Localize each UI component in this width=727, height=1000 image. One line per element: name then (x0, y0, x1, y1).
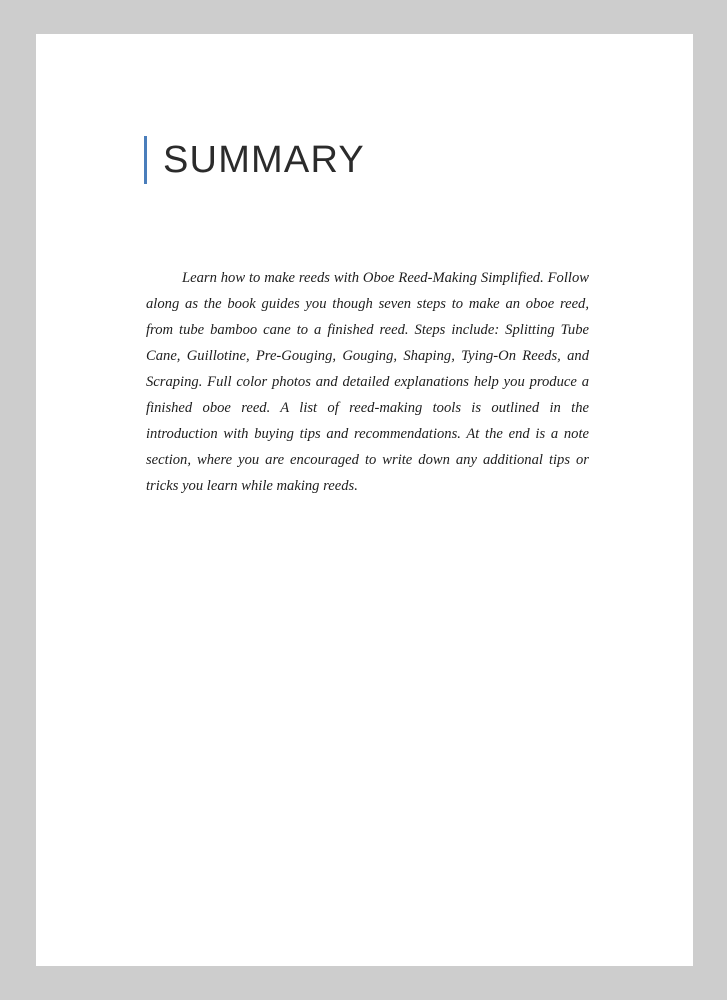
summary-body (146, 265, 589, 499)
page-title: SUMMARY (163, 139, 365, 182)
page-title-row (144, 116, 621, 205)
summary-paragraph: Learn how to make reeds with Oboe Reed-Making Simplified. Follow along as the book guides you though seven steps to make an oboe reed, from tube bamboo cane to a finished reed. Steps include: Splitting Tube Cane, Guillotine, Pre-Gouging, Gouging, Shaping, Tying-On Reeds, and Scraping. Full color photos and detailed explanations help you produce a finished oboe reed. A list of reed-making tools is outlined in the introduction with buying tips and recommendations. At the end is a note section, where you are encouraged to write down any additional tips or tricks you learn while making reeds. (146, 269, 589, 494)
title-accent-bar (144, 136, 147, 184)
document-page (36, 34, 693, 966)
